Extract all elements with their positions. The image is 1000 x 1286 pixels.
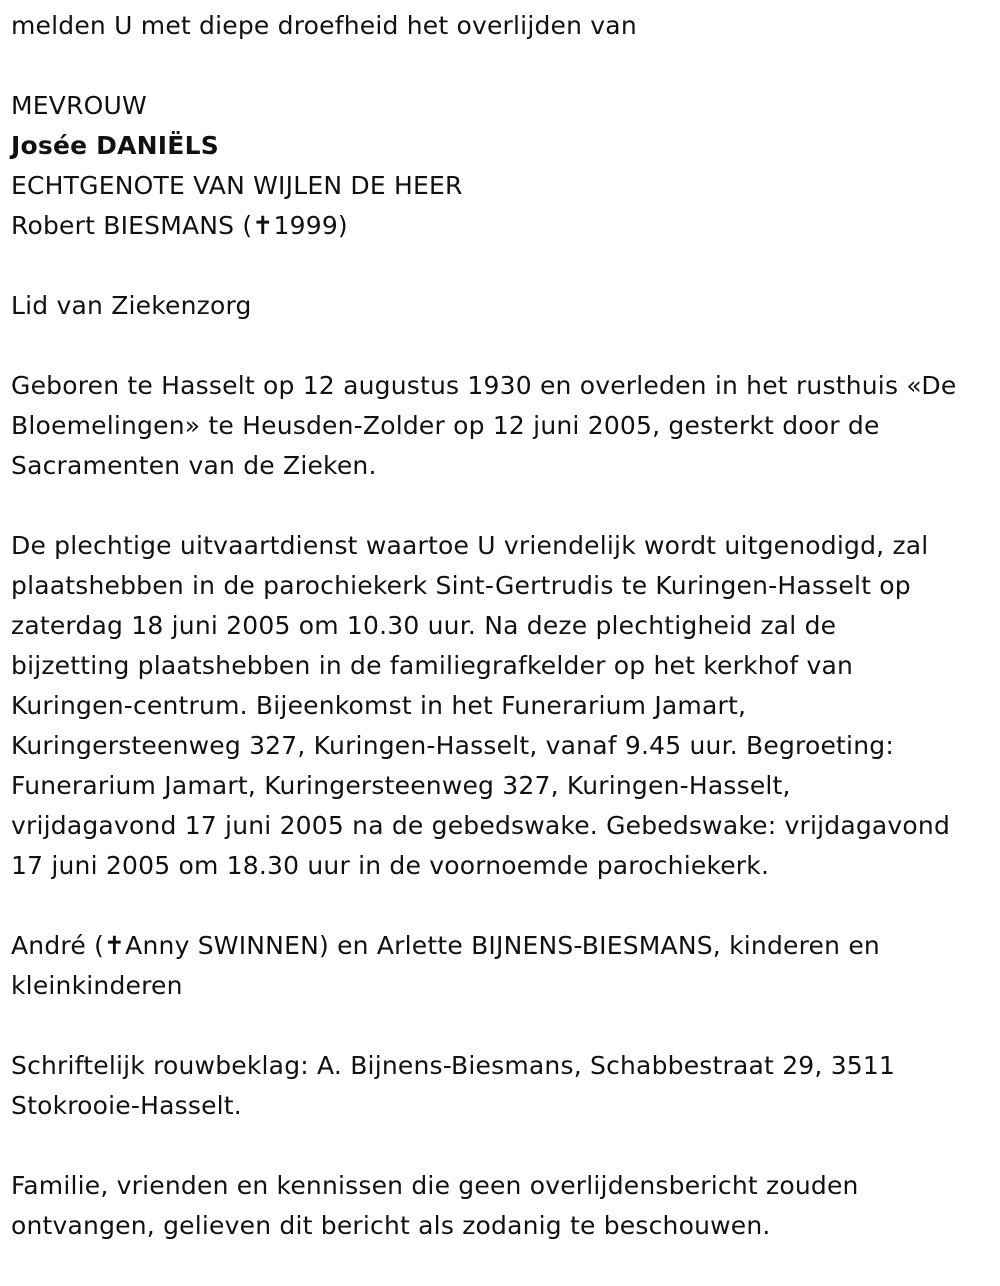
paragraph-line: vrijdagavond 17 juni 2005 na de gebedswake. Gebedswake: vrijdagavond bbox=[11, 811, 951, 840]
paragraph-line: plaatshebben in de parochiekerk Sint-Gertrudis te Kuringen-Hasselt op bbox=[11, 571, 911, 600]
paragraph-line: Stokrooie-Hasselt. bbox=[11, 1091, 242, 1120]
family-paragraph bbox=[11, 926, 1000, 1006]
condolences-paragraph bbox=[11, 1046, 1000, 1126]
paragraph-line: 17 juni 2005 om 18.30 uur in de voornoemde parochiekerk. bbox=[11, 851, 770, 880]
paragraph-line: Sacramenten van de Zieken. bbox=[11, 451, 377, 480]
spacer bbox=[11, 326, 1000, 366]
paragraph-line: Bloemelingen» te Heusden-Zolder op 12 juni 2005, gesterkt door de bbox=[11, 411, 880, 440]
spacer bbox=[11, 1126, 1000, 1166]
closing-paragraph bbox=[11, 1166, 1000, 1246]
paragraph-line: Familie, vrienden en kennissen die geen overlijdensbericht zouden bbox=[11, 1171, 859, 1200]
paragraph-line: Kuringersteenweg 327, Kuringen-Hasselt, vanaf 9.45 uur. Begroeting: bbox=[11, 731, 894, 760]
paragraph-line: bijzetting plaatshebben in de familiegrafkelder op het kerkhof van bbox=[11, 651, 854, 680]
paragraph-line: zaterdag 18 juni 2005 om 10.30 uur. Na deze plechtigheid zal de bbox=[11, 611, 837, 640]
paragraph-line: André (✝Anny SWINNEN) en Arlette BIJNENS-BIESMANS, kinderen en bbox=[11, 931, 880, 960]
membership-text: Lid van Ziekenzorg bbox=[11, 291, 252, 320]
spacer bbox=[11, 246, 1000, 286]
spouse-name: Robert BIESMANS (✝1999) bbox=[11, 211, 348, 240]
paragraph-line: ontvangen, gelieven dit bericht als zodanig te beschouwen. bbox=[11, 1211, 771, 1240]
deceased-name: Josée DANIËLS bbox=[11, 131, 219, 160]
deceased-title: MEVROUW bbox=[11, 91, 147, 120]
spacer bbox=[11, 886, 1000, 926]
paragraph-line: kleinkinderen bbox=[11, 971, 183, 1000]
spacer bbox=[11, 1006, 1000, 1046]
paragraph-line: Funerarium Jamart, Kuringersteenweg 327, Kuringen-Hasselt, bbox=[11, 771, 791, 800]
ceremony-paragraph bbox=[11, 526, 1000, 886]
birth-death-paragraph bbox=[11, 366, 1000, 486]
intro-text: melden U met diepe droefheid het overlijden van bbox=[11, 11, 637, 40]
paragraph-line: Kuringen-centrum. Bijeenkomst in het Funerarium Jamart, bbox=[11, 691, 747, 720]
paragraph-line: De plechtige uitvaartdienst waartoe U vriendelijk wordt uitgenodigd, zal bbox=[11, 531, 929, 560]
paragraph-line: Geboren te Hasselt op 12 augustus 1930 en overleden in het rusthuis «De bbox=[11, 371, 957, 400]
spacer bbox=[11, 46, 1000, 86]
spouse-line: ECHTGENOTE VAN WIJLEN DE HEER bbox=[11, 171, 463, 200]
spacer bbox=[11, 486, 1000, 526]
paragraph-line: Schriftelijk rouwbeklag: A. Bijnens-Biesmans, Schabbestraat 29, 3511 bbox=[11, 1051, 896, 1080]
